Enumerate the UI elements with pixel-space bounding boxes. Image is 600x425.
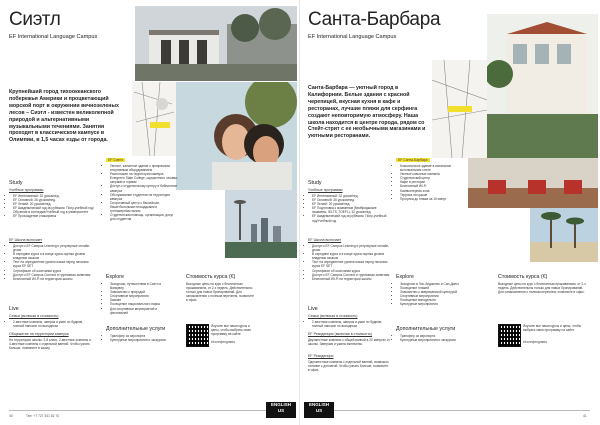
live-subheading-2: Общежитие на территории кампуса bbox=[9, 332, 69, 336]
list-item: • Спортивные мероприятия bbox=[110, 294, 174, 298]
list-item: • EF Подготовка к экзаменам (Кембриджские экзамены, IELTS, TOEFL): 32 урока/нед. bbox=[312, 206, 392, 214]
live-list bbox=[308, 320, 390, 328]
extra-services-heading: Дополнительные услуги bbox=[106, 326, 166, 332]
list-item: • Доступ к EF Campus Connect и групповым занятиям bbox=[13, 273, 93, 277]
study-heading: Study bbox=[308, 180, 322, 186]
explore-list bbox=[396, 282, 466, 307]
list-item: • Знакомство с природой bbox=[110, 290, 174, 294]
intro-text: Крупнейший город тихоокеанского побережья Америки и процветающий морской порт в окружении вечнозеленых лесов – Сиэтл - известен великолепной природой и альтернативными музыкальными течениями. Занятия проходят в классическом кампусе в Олимпии, в 1,5 часах езды от города. bbox=[9, 89, 119, 144]
qr-url[interactable]: ef.com/programs bbox=[523, 340, 547, 344]
live-subheading-3: EF Резиденция bbox=[308, 354, 334, 358]
list-item: • Посещение национального парка bbox=[110, 302, 174, 306]
phone-number: Тел: +7 727 341 82 70 bbox=[26, 414, 60, 418]
footer-rule bbox=[9, 410, 291, 411]
list-item: • 2-местные комнаты, завтрак и ужин по будням, полный пансион по выходным bbox=[13, 320, 93, 328]
qr-caption: Изучите все наши курсы и цены, чтобы выбрать свою программу на сайте bbox=[523, 324, 582, 333]
list-item: • Культурные мероприятия и экскурсии bbox=[400, 338, 466, 342]
campus-subtitle: EF International Language Campus bbox=[308, 34, 397, 40]
list-item: • EF Прохождение стажировок bbox=[13, 214, 101, 218]
right-page bbox=[300, 0, 600, 425]
live-text: Двухместные комнаты с общей ванной в 20 минутах от школы. Завтраки и ужины включены. bbox=[308, 338, 390, 347]
live-text: На территории школы: 2-й класс, 2-местные комнаты и 4-местные комнаты с отдельной ванной. Чтобы узнать больше, позвоните в школу. bbox=[9, 338, 91, 351]
list-item: • Доступ к EF Campus Connect и групповым занятиям bbox=[312, 273, 390, 277]
list-item: • Спортивные мероприятия bbox=[400, 294, 466, 298]
live-heading: Live bbox=[9, 306, 19, 312]
list-item: • Сертификат об окончании курса bbox=[13, 269, 93, 273]
study-list bbox=[9, 194, 101, 219]
list-item: • 2-местные комнаты, завтрак и ужин по будням, полный пансион по выходным bbox=[312, 320, 390, 328]
campus-subtitle: EF International Language Campus bbox=[9, 34, 98, 40]
list-item: • Компьютерная зона bbox=[400, 189, 466, 193]
study-subheading: Учебные программы bbox=[9, 188, 44, 192]
list-item: • В середине курса и в конце курса оценка уровня владения языком bbox=[13, 252, 93, 260]
list-item: • Знакомство с американской культурой bbox=[400, 290, 466, 294]
list-item: • Посещение винодельни bbox=[400, 298, 466, 302]
intro-text: Санта-Барбара — уютный город в Калифорнии. Белые здания с красной черепицей, вкусная кухня в кафе и ресторанах, лучшие пляжи для серфинга создают неповторимую атмосферу. Наша школа находится в центре города, рядом со Стейт-стрит с ее необычными магазинами и уютными ресторанами. bbox=[308, 85, 426, 140]
list-item: • Кафе и ресторан bbox=[400, 180, 466, 184]
list-item: • Бесплатный Wi-Fi на территории школы bbox=[13, 277, 93, 281]
list-item: • EF Интенсивный: 32 урока/нед. bbox=[13, 194, 101, 198]
school-includes-list bbox=[9, 244, 93, 281]
live-subheading-2: EF Резиденция (включая в стоимость) bbox=[308, 332, 373, 336]
list-item: • Тест на определение уровня языка перед началом курса EF SET bbox=[312, 260, 390, 268]
study-heading: Study bbox=[9, 180, 23, 186]
school-includes-heading: EF Школа включает bbox=[9, 238, 43, 242]
list-item: • EF Академический год за рубежом. Полу-учебный год/Учебный год bbox=[312, 214, 392, 222]
list-item: • Уютные классные комнаты bbox=[400, 172, 466, 176]
list-item: • Классическое здание в испанском колониальном стиле bbox=[400, 164, 466, 172]
price-text: Выгодные цены на курс с бесплатным проживанием, от 2-х недель. Действительны только для новых бронирований. Для ознакомления с полным перечнем, позвоните в офис. bbox=[186, 282, 254, 303]
list-item: • Экскурсии в Лос-Анджелес и Сан-Диего bbox=[400, 282, 466, 286]
live-subheading: Семьи (включая в стоимость) bbox=[9, 314, 59, 318]
qr-caption: Изучите все наши курсы и цены, чтобы выбрать свою программу на сайте bbox=[211, 324, 251, 337]
live-subheading: Семьи (включая в стоимость) bbox=[308, 314, 358, 318]
explore-list bbox=[106, 282, 174, 315]
extra-services-heading: Дополнительные услуги bbox=[396, 326, 456, 332]
campus-photo bbox=[135, 6, 297, 81]
extra-services-list bbox=[106, 334, 174, 342]
qr-url[interactable]: ef.com/programs bbox=[211, 340, 235, 344]
price-heading: Стоимость курса (€) bbox=[498, 274, 548, 280]
school-tag: EF Сиэтл bbox=[108, 158, 123, 162]
list-item: • Каякинг bbox=[110, 298, 174, 302]
list-item: • Культурные мероприятия bbox=[400, 302, 466, 306]
list-item: • Экскурсии, путешествия в Сиэтл и Ванкувер bbox=[110, 282, 174, 290]
list-item: • Тест на определение уровня языка перед началом курса EF SET bbox=[13, 260, 93, 268]
live-text-3: Одноместные комнаты с отдельной ванной, возможно питание с доплатой. Чтобы узнать больше, позвоните в офис. bbox=[308, 360, 389, 373]
list-item: • Бесплатный Wi-Fi на территории школы bbox=[312, 277, 390, 281]
list-item: • EF Основной: 26 уроков/нед. bbox=[13, 198, 101, 202]
extra-services-list bbox=[396, 334, 466, 342]
list-item: • Культурные мероприятия и экскурсии bbox=[110, 338, 174, 342]
qr-code[interactable] bbox=[186, 324, 209, 347]
city-title: Сиэтл bbox=[9, 9, 61, 30]
city-title: Санта-Барбара bbox=[308, 9, 441, 30]
list-item: • Споротивный центр с бассейном, баскетбольными площадками и тренажерным залом bbox=[110, 201, 178, 213]
qr-code[interactable] bbox=[498, 324, 521, 347]
list-item: • Студенческий центр bbox=[400, 176, 466, 180]
map-sketch bbox=[432, 60, 487, 158]
list-item: • Трансфер из аэропорта bbox=[400, 334, 466, 338]
page-number: 41 bbox=[583, 414, 587, 418]
school-features-list bbox=[106, 164, 178, 221]
list-item: • Трансфер из аэропорта bbox=[110, 334, 174, 338]
list-item: • Посещение пляжей bbox=[400, 286, 466, 290]
list-item: • Доступ к EF Campus Learning и регулярные онлайн-уроки bbox=[312, 244, 390, 252]
list-item: • Для спортивных мероприятий и фестивалей bbox=[110, 307, 174, 315]
santa-barbara-building-photo bbox=[487, 14, 598, 158]
list-item: • EF Легкий: 20 уроков/нед. bbox=[312, 202, 392, 206]
student-lounge-photo bbox=[468, 158, 598, 208]
map-sketch bbox=[132, 82, 176, 156]
seattle-skyline-photo bbox=[225, 190, 297, 258]
list-item: • Бесплатный Wi-Fi bbox=[400, 184, 466, 188]
live-heading: Live bbox=[308, 306, 318, 312]
school-tag: EF Санта-Барбара bbox=[398, 158, 428, 162]
list-item: • В середине курса и в конце курса оценка уровня владения языком bbox=[312, 252, 390, 260]
school-includes-list bbox=[308, 244, 390, 281]
school-features-list bbox=[396, 164, 466, 201]
list-item: • Студенческая помощь, организация, досуг для студентов bbox=[110, 213, 178, 221]
list-item: • Уютное, желанное здание с прекрасным спортивным оборудованием bbox=[110, 164, 178, 172]
english-us-logo: ENGLISH US bbox=[304, 402, 334, 418]
explore-heading: Explore bbox=[396, 274, 414, 280]
list-item: • Обслуживание студентов на территории кампуса bbox=[110, 193, 178, 201]
list-item: • EF Академический год за рубежом. Полу-учебный год/Обучение в колледже/Учебный год в университете bbox=[13, 206, 101, 214]
students-photo bbox=[176, 82, 297, 190]
list-item: • EF Легкий: 20 уроков/нед. bbox=[13, 202, 101, 206]
page-number: 40 bbox=[9, 414, 13, 418]
list-item: • EF Основной: 26 уроков/нед. bbox=[312, 198, 392, 202]
study-list bbox=[308, 194, 392, 223]
english-us-logo: ENGLISH US bbox=[266, 402, 296, 418]
study-subheading: Учебные программы bbox=[308, 188, 343, 192]
explore-heading: Explore bbox=[106, 274, 124, 280]
list-item: • Прогулка до пляжа за 10 минут bbox=[400, 197, 466, 201]
list-item: • Расположен на территории кампуса Evergreen State College, окруженного лесами, озерами и горами bbox=[110, 172, 178, 184]
school-includes-heading: EF Школа включает bbox=[308, 238, 342, 242]
beach-photo bbox=[530, 208, 598, 262]
list-item: • Терраса на крыше bbox=[400, 193, 466, 197]
live-list bbox=[9, 320, 93, 328]
list-item: • Доступ к студенческому центру и библиотеке кампуса bbox=[110, 184, 178, 192]
footer-rule bbox=[308, 410, 590, 411]
list-item: • Доступ к EF Campus Learning и регулярные онлайн-уроки bbox=[13, 244, 93, 252]
price-heading: Стоимость курса (€) bbox=[186, 274, 236, 280]
price-text: Выгодные цены на курс с бесплатным проживанием, от 2-х недель. Действительны только для новых бронирований. Для ознакомления с полным перечнем, позвоните в офис. bbox=[498, 282, 586, 295]
list-item: • Сертификат об окончании курса bbox=[312, 269, 390, 273]
list-item: • EF Интенсивный: 32 урока/нед. bbox=[312, 194, 392, 198]
